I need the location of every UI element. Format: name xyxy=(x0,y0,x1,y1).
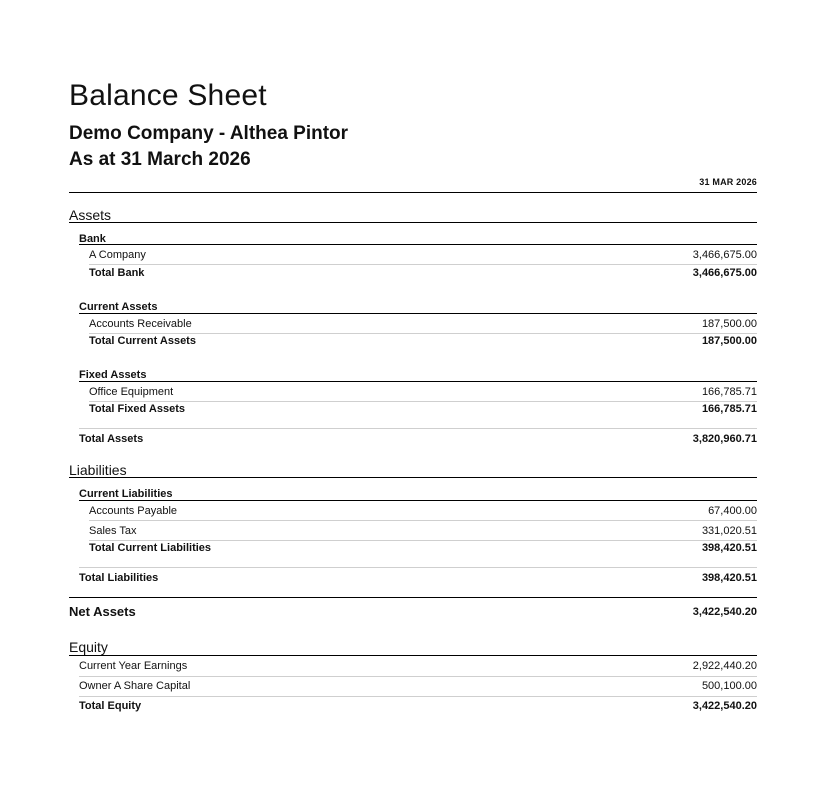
divider xyxy=(69,597,757,598)
divider xyxy=(79,567,757,568)
row-amount: 3,466,675.00 xyxy=(692,249,757,261)
total-row xyxy=(69,264,757,282)
total-amount: 398,420.51 xyxy=(701,572,757,584)
section-heading-liabilities: Liabilities xyxy=(69,462,127,478)
total-label: Total Bank xyxy=(89,267,145,279)
table-row xyxy=(69,502,757,520)
divider xyxy=(69,477,757,478)
group-heading-fixed-assets: Fixed Assets xyxy=(79,369,147,381)
total-row-equity xyxy=(69,697,757,715)
divider xyxy=(79,381,757,382)
row-amount: 67,400.00 xyxy=(708,505,757,517)
net-assets-label: Net Assets xyxy=(69,604,136,619)
divider xyxy=(69,222,757,223)
divider xyxy=(79,313,757,314)
section-heading-assets: Assets xyxy=(69,207,112,223)
table-row xyxy=(69,677,757,695)
total-amount: 3,466,675.00 xyxy=(692,267,757,279)
section-heading-equity: Equity xyxy=(69,639,108,655)
total-amount: 3,820,960.71 xyxy=(692,433,757,445)
total-label: Total Equity xyxy=(79,700,142,712)
total-label: Total Fixed Assets xyxy=(89,403,185,415)
table-row xyxy=(69,383,757,401)
table-row xyxy=(69,657,757,675)
total-label: Total Liabilities xyxy=(79,572,159,584)
total-row xyxy=(69,332,757,350)
table-row xyxy=(69,246,757,264)
total-amount: 398,420.51 xyxy=(701,542,757,554)
row-label: A Company xyxy=(89,249,146,261)
table-row xyxy=(69,315,757,333)
company-name: Demo Company - Althea Pintor xyxy=(69,123,349,144)
column-header-date: 31 MAR 2026 xyxy=(699,177,757,187)
total-label: Total Assets xyxy=(79,433,144,445)
total-amount: 3,422,540.20 xyxy=(692,700,757,712)
row-label: Current Year Earnings xyxy=(79,660,188,672)
divider xyxy=(79,500,757,501)
total-label: Total Current Assets xyxy=(89,335,196,347)
row-amount: 2,922,440.20 xyxy=(692,660,757,672)
row-label: Accounts Payable xyxy=(89,505,178,517)
report-date: As at 31 March 2026 xyxy=(69,149,251,170)
row-label: Sales Tax xyxy=(89,525,137,537)
row-label: Office Equipment xyxy=(89,386,174,398)
row-amount: 166,785.71 xyxy=(701,386,757,398)
row-label: Accounts Receivable xyxy=(89,318,192,330)
total-amount: 187,500.00 xyxy=(701,335,757,347)
total-row-assets xyxy=(69,430,757,448)
row-label: Owner A Share Capital xyxy=(79,680,191,692)
report-title: Balance Sheet xyxy=(69,79,267,112)
row-amount: 331,020.51 xyxy=(701,525,757,537)
total-amount: 166,785.71 xyxy=(701,403,757,415)
total-row xyxy=(69,400,757,418)
row-amount: 500,100.00 xyxy=(701,680,757,692)
divider xyxy=(69,655,757,656)
table-row xyxy=(69,522,757,540)
divider xyxy=(79,244,757,245)
row-amount: 187,500.00 xyxy=(701,318,757,330)
total-row-liabilities xyxy=(69,569,757,587)
group-heading-current-liabilities: Current Liabilities xyxy=(79,488,173,500)
net-assets-row xyxy=(69,602,757,622)
group-heading-current-assets: Current Assets xyxy=(79,301,158,313)
divider xyxy=(89,520,757,521)
net-assets-amount: 3,422,540.20 xyxy=(692,606,757,618)
divider xyxy=(79,428,757,429)
total-label: Total Current Liabilities xyxy=(89,542,212,554)
total-row xyxy=(69,539,757,557)
header-divider xyxy=(69,192,757,193)
group-heading-bank: Bank xyxy=(79,233,106,245)
